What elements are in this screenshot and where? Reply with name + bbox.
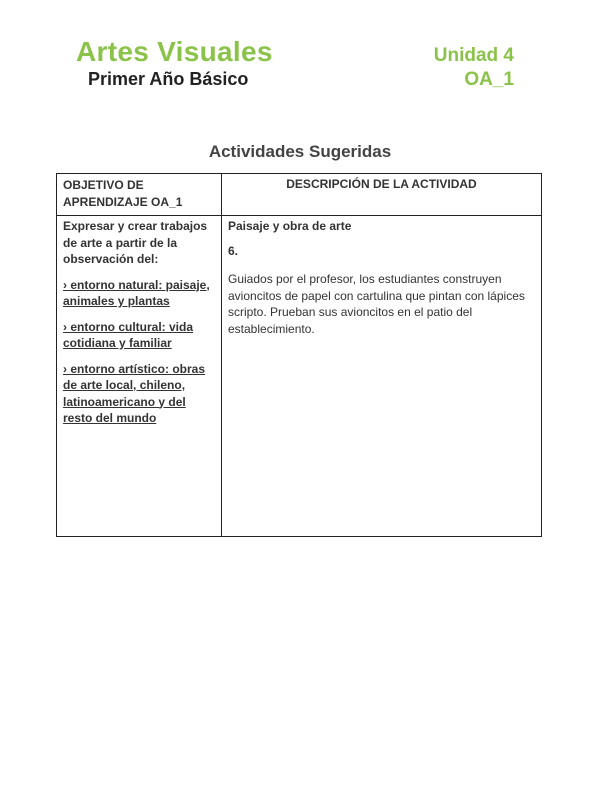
objective-item-artistic: › entorno artístico: obras de arte local, chileno, latinoamericano y del resto del mundo bbox=[63, 361, 206, 425]
activities-table bbox=[56, 173, 542, 537]
activity-title: Paisaje y obra de arte bbox=[228, 219, 352, 233]
section-title: Actividades Sugeridas bbox=[208, 142, 392, 161]
activity-number: 6. bbox=[228, 243, 239, 258]
header-divider bbox=[57, 215, 541, 216]
objective-item-natural: › entorno natural: paisaje, animales y plantas bbox=[63, 277, 210, 308]
objective-cell bbox=[63, 218, 215, 436]
column-divider bbox=[221, 174, 222, 536]
objective-code: OA_1 bbox=[464, 69, 514, 90]
unit-label: Unidad 4 bbox=[433, 45, 514, 66]
objective-column-header: OBJETIVO DE APRENDIZAJE OA_1 bbox=[63, 178, 183, 209]
activity-description: Guiados por el profesor, los estudiantes construyen avioncitos de papel con cartulina que pintan con lápices scripto. Prueban sus avioncitos en el patio del establecimiento. bbox=[228, 272, 525, 336]
objective-intro: Expresar y crear trabajos de arte a partir de la observación del: bbox=[63, 219, 208, 266]
document-subtitle: Primer Año Básico bbox=[88, 69, 249, 89]
activity-column-header: DESCRIPCIÓN DE LA ACTIVIDAD bbox=[286, 177, 477, 191]
activity-cell bbox=[228, 218, 534, 337]
document-title: Artes Visuales bbox=[76, 36, 273, 67]
objective-item-cultural: › entorno cultural: vida cotidiana y familiar bbox=[63, 319, 194, 350]
